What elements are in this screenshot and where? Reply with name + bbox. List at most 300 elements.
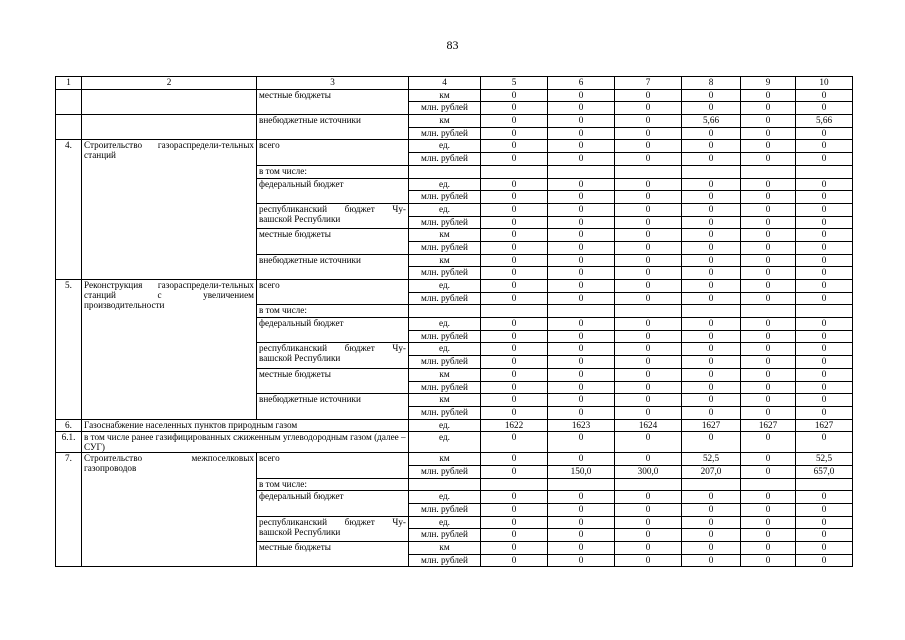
- value-cell: 0: [741, 267, 796, 280]
- column-header: 5: [481, 77, 548, 90]
- value-cell: 0: [796, 554, 853, 567]
- unit-cell: ед.: [409, 140, 481, 153]
- value-cell: 0: [548, 140, 615, 153]
- column-header: 3: [257, 77, 409, 90]
- table-row: [56, 280, 853, 293]
- value-cell: 0: [615, 318, 682, 331]
- unit-cell: ед.: [409, 280, 481, 293]
- value-cell: 0: [615, 115, 682, 128]
- value-cell: 0: [796, 89, 853, 102]
- value-cell: 0: [682, 191, 741, 204]
- funding-source: всего: [257, 280, 409, 305]
- value-cell: 0: [741, 432, 796, 453]
- value-cell: 0: [741, 89, 796, 102]
- value-cell: 0: [481, 318, 548, 331]
- value-cell: 0: [481, 432, 548, 453]
- row-name: Газоснабжение населенных пунктов природным газом: [82, 419, 409, 432]
- value-cell: 0: [481, 153, 548, 166]
- value-cell: 0: [796, 368, 853, 381]
- empty-cell: [481, 478, 548, 491]
- funding-source: внебюджетные источники: [257, 254, 409, 279]
- value-cell: 0: [481, 330, 548, 343]
- value-cell: 0: [615, 229, 682, 242]
- value-cell: 0: [741, 529, 796, 542]
- empty-cell: [682, 165, 741, 178]
- value-cell: 0: [615, 254, 682, 267]
- value-cell: 0: [682, 153, 741, 166]
- unit-cell: ед.: [409, 203, 481, 216]
- value-cell: 0: [796, 229, 853, 242]
- value-cell: 0: [481, 356, 548, 369]
- value-cell: 0: [548, 554, 615, 567]
- value-cell: 0: [796, 504, 853, 517]
- value-cell: 0: [615, 529, 682, 542]
- value-cell: 0: [481, 368, 548, 381]
- funding-source: федеральный бюджет: [257, 318, 409, 343]
- value-cell: 0: [682, 432, 741, 453]
- value-cell: 0: [548, 432, 615, 453]
- row-name: Реконструкция газораспредели-тельных станций с увеличением производительности: [82, 280, 257, 420]
- value-cell: 0: [615, 381, 682, 394]
- unit-cell: млн. рублей: [409, 216, 481, 229]
- value-cell: 0: [615, 356, 682, 369]
- empty-cell: [796, 478, 853, 491]
- value-cell: 0: [741, 516, 796, 529]
- value-cell: 0: [481, 191, 548, 204]
- value-cell: 0: [796, 542, 853, 555]
- value-cell: 0: [741, 491, 796, 504]
- unit-cell: млн. рублей: [409, 153, 481, 166]
- funding-source: федеральный бюджет: [257, 178, 409, 203]
- value-cell: 0: [481, 115, 548, 128]
- value-cell: 0: [481, 178, 548, 191]
- value-cell: 0: [741, 542, 796, 555]
- value-cell: 0: [548, 115, 615, 128]
- empty-cell: [481, 165, 548, 178]
- value-cell: 0: [481, 453, 548, 466]
- value-cell: 150,0: [548, 465, 615, 478]
- value-cell: 0: [682, 267, 741, 280]
- value-cell: 0: [615, 203, 682, 216]
- value-cell: 0: [481, 491, 548, 504]
- value-cell: 0: [741, 356, 796, 369]
- value-cell: 0: [741, 191, 796, 204]
- value-cell: 0: [548, 241, 615, 254]
- program-table: [55, 76, 853, 567]
- value-cell: 0: [548, 343, 615, 356]
- unit-cell: млн. рублей: [409, 127, 481, 140]
- row-name: Строительство газораспредели-тельных станций: [82, 140, 257, 280]
- funding-source: республиканский бюджет Чу-вашской Республики: [257, 343, 409, 368]
- value-cell: 0: [682, 178, 741, 191]
- value-cell: 0: [615, 89, 682, 102]
- empty-cell: [741, 305, 796, 318]
- value-cell: 0: [682, 356, 741, 369]
- value-cell: 0: [741, 318, 796, 331]
- unit-cell: км: [409, 115, 481, 128]
- funding-source-label: в том числе:: [257, 165, 409, 178]
- value-cell: 0: [682, 491, 741, 504]
- value-cell: 0: [796, 267, 853, 280]
- unit-cell: млн. рублей: [409, 330, 481, 343]
- unit-cell: млн. рублей: [409, 292, 481, 305]
- value-cell: 0: [741, 229, 796, 242]
- value-cell: 0: [615, 554, 682, 567]
- value-cell: 0: [741, 343, 796, 356]
- value-cell: 0: [796, 191, 853, 204]
- empty-cell: [409, 165, 481, 178]
- value-cell: 0: [682, 318, 741, 331]
- funding-source: всего: [257, 140, 409, 165]
- unit-cell: ед.: [409, 419, 481, 432]
- value-cell: 0: [741, 102, 796, 115]
- value-cell: 0: [615, 153, 682, 166]
- value-cell: 0: [615, 292, 682, 305]
- value-cell: 0: [741, 216, 796, 229]
- funding-source: местные бюджеты: [257, 229, 409, 254]
- table-body: [56, 77, 853, 567]
- value-cell: 0: [615, 542, 682, 555]
- value-cell: 0: [741, 127, 796, 140]
- value-cell: 0: [682, 229, 741, 242]
- value-cell: 0: [548, 178, 615, 191]
- value-cell: 0: [481, 102, 548, 115]
- column-header: 7: [615, 77, 682, 90]
- value-cell: 1627: [796, 419, 853, 432]
- value-cell: 0: [548, 406, 615, 419]
- unit-cell: млн. рублей: [409, 356, 481, 369]
- value-cell: 0: [682, 216, 741, 229]
- unit-cell: ед.: [409, 343, 481, 356]
- empty-cell: [741, 478, 796, 491]
- value-cell: 0: [741, 368, 796, 381]
- value-cell: 0: [548, 453, 615, 466]
- value-cell: 0: [796, 102, 853, 115]
- value-cell: 1624: [615, 419, 682, 432]
- value-cell: 0: [481, 394, 548, 407]
- unit-cell: млн. рублей: [409, 102, 481, 115]
- value-cell: 0: [796, 516, 853, 529]
- row-number: [56, 89, 82, 114]
- funding-source: внебюджетные источники: [257, 115, 409, 140]
- unit-cell: млн. рублей: [409, 406, 481, 419]
- value-cell: 1627: [682, 419, 741, 432]
- empty-cell: [409, 478, 481, 491]
- value-cell: 0: [481, 406, 548, 419]
- value-cell: 0: [548, 529, 615, 542]
- unit-cell: млн. рублей: [409, 267, 481, 280]
- table-row: [56, 140, 853, 153]
- empty-cell: [615, 478, 682, 491]
- value-cell: 0: [481, 554, 548, 567]
- value-cell: 0: [615, 241, 682, 254]
- funding-source: внебюджетные источники: [257, 394, 409, 419]
- row-number: 5.: [56, 280, 82, 420]
- value-cell: 0: [682, 381, 741, 394]
- funding-source: республиканский бюджет Чу-вашской Республики: [257, 516, 409, 541]
- value-cell: 0: [682, 292, 741, 305]
- row-name: [82, 89, 257, 114]
- value-cell: 0: [682, 89, 741, 102]
- column-header: 1: [56, 77, 82, 90]
- value-cell: 0: [682, 516, 741, 529]
- value-cell: 0: [741, 453, 796, 466]
- value-cell: 0: [682, 529, 741, 542]
- value-cell: 0: [548, 292, 615, 305]
- funding-source: федеральный бюджет: [257, 491, 409, 516]
- value-cell: 52,5: [682, 453, 741, 466]
- unit-cell: ед.: [409, 491, 481, 504]
- value-cell: 0: [796, 381, 853, 394]
- empty-cell: [481, 305, 548, 318]
- value-cell: 0: [481, 381, 548, 394]
- value-cell: 0: [615, 504, 682, 517]
- value-cell: 0: [682, 368, 741, 381]
- value-cell: 0: [741, 394, 796, 407]
- value-cell: 0: [548, 368, 615, 381]
- value-cell: 0: [741, 153, 796, 166]
- funding-source-label: в том числе:: [257, 305, 409, 318]
- unit-cell: км: [409, 542, 481, 555]
- value-cell: 0: [796, 330, 853, 343]
- empty-cell: [409, 305, 481, 318]
- value-cell: 1623: [548, 419, 615, 432]
- funding-source: местные бюджеты: [257, 542, 409, 567]
- value-cell: 0: [615, 330, 682, 343]
- value-cell: 0: [682, 203, 741, 216]
- value-cell: 0: [615, 368, 682, 381]
- value-cell: 0: [548, 102, 615, 115]
- value-cell: 0: [615, 191, 682, 204]
- value-cell: 0: [481, 529, 548, 542]
- unit-cell: млн. рублей: [409, 381, 481, 394]
- funding-source-label: в том числе:: [257, 478, 409, 491]
- value-cell: 0: [682, 140, 741, 153]
- value-cell: 0: [615, 343, 682, 356]
- value-cell: 0: [548, 89, 615, 102]
- value-cell: 0: [548, 516, 615, 529]
- empty-cell: [548, 165, 615, 178]
- value-cell: 0: [548, 504, 615, 517]
- value-cell: 0: [796, 203, 853, 216]
- value-cell: 0: [481, 216, 548, 229]
- value-cell: 0: [796, 343, 853, 356]
- value-cell: 0: [548, 394, 615, 407]
- row-number: 6.1.: [56, 432, 82, 453]
- value-cell: 0: [796, 216, 853, 229]
- table-header-row: [56, 77, 853, 90]
- value-cell: 0: [548, 267, 615, 280]
- value-cell: 0: [796, 406, 853, 419]
- unit-cell: млн. рублей: [409, 554, 481, 567]
- unit-cell: км: [409, 89, 481, 102]
- value-cell: 0: [481, 140, 548, 153]
- empty-cell: [796, 305, 853, 318]
- value-cell: 0: [548, 153, 615, 166]
- column-header: 8: [682, 77, 741, 90]
- value-cell: 0: [796, 140, 853, 153]
- unit-cell: ед.: [409, 178, 481, 191]
- column-header: 4: [409, 77, 481, 90]
- value-cell: 0: [682, 542, 741, 555]
- value-cell: 0: [481, 280, 548, 293]
- value-cell: 0: [741, 406, 796, 419]
- value-cell: 0: [548, 280, 615, 293]
- value-cell: 0: [548, 254, 615, 267]
- value-cell: 0: [741, 203, 796, 216]
- value-cell: 0: [548, 330, 615, 343]
- value-cell: 0: [615, 432, 682, 453]
- value-cell: 0: [682, 554, 741, 567]
- value-cell: 0: [481, 203, 548, 216]
- unit-cell: ед.: [409, 318, 481, 331]
- value-cell: 0: [741, 381, 796, 394]
- value-cell: 0: [548, 127, 615, 140]
- value-cell: 52,5: [796, 453, 853, 466]
- unit-cell: ед.: [409, 432, 481, 453]
- value-cell: 0: [741, 504, 796, 517]
- value-cell: 0: [796, 356, 853, 369]
- value-cell: 207,0: [682, 465, 741, 478]
- value-cell: 0: [682, 102, 741, 115]
- empty-cell: [548, 478, 615, 491]
- empty-cell: [548, 305, 615, 318]
- table-row: [56, 432, 853, 453]
- value-cell: 0: [548, 318, 615, 331]
- value-cell: 0: [682, 241, 741, 254]
- column-header: 9: [741, 77, 796, 90]
- row-name: в том числе ранее газифицированных сжиженным углеводородным газом (далее – СУГ): [82, 432, 409, 453]
- value-cell: 0: [796, 529, 853, 542]
- row-name: [82, 115, 257, 140]
- page-number: 83: [446, 38, 459, 52]
- value-cell: 0: [615, 267, 682, 280]
- empty-cell: [741, 165, 796, 178]
- value-cell: 0: [741, 465, 796, 478]
- value-cell: 0: [682, 406, 741, 419]
- value-cell: 0: [796, 432, 853, 453]
- value-cell: 0: [615, 406, 682, 419]
- value-cell: 0: [796, 491, 853, 504]
- value-cell: 0: [615, 516, 682, 529]
- value-cell: 0: [615, 178, 682, 191]
- value-cell: 0: [481, 504, 548, 517]
- value-cell: 300,0: [615, 465, 682, 478]
- value-cell: 0: [481, 89, 548, 102]
- value-cell: 0: [796, 241, 853, 254]
- value-cell: 0: [481, 542, 548, 555]
- value-cell: 0: [682, 343, 741, 356]
- value-cell: 0: [615, 491, 682, 504]
- value-cell: 0: [481, 516, 548, 529]
- value-cell: 0: [548, 216, 615, 229]
- value-cell: 0: [682, 394, 741, 407]
- unit-cell: млн. рублей: [409, 504, 481, 517]
- value-cell: 0: [615, 280, 682, 293]
- empty-cell: [682, 478, 741, 491]
- unit-cell: км: [409, 394, 481, 407]
- value-cell: 0: [548, 381, 615, 394]
- unit-cell: км: [409, 368, 481, 381]
- unit-cell: км: [409, 453, 481, 466]
- value-cell: 0: [548, 356, 615, 369]
- value-cell: 0: [796, 318, 853, 331]
- empty-cell: [682, 305, 741, 318]
- value-cell: 0: [741, 178, 796, 191]
- unit-cell: млн. рублей: [409, 191, 481, 204]
- value-cell: 0: [615, 140, 682, 153]
- value-cell: 0: [796, 254, 853, 267]
- value-cell: 0: [481, 292, 548, 305]
- value-cell: 0: [741, 140, 796, 153]
- value-cell: 0: [741, 115, 796, 128]
- value-cell: 0: [615, 216, 682, 229]
- column-header: 6: [548, 77, 615, 90]
- value-cell: 1622: [481, 419, 548, 432]
- column-header: 2: [82, 77, 257, 90]
- value-cell: 0: [741, 241, 796, 254]
- value-cell: 0: [615, 394, 682, 407]
- value-cell: 0: [481, 254, 548, 267]
- value-cell: 5,66: [682, 115, 741, 128]
- unit-cell: млн. рублей: [409, 529, 481, 542]
- table-row: [56, 89, 853, 102]
- row-number: 4.: [56, 140, 82, 280]
- value-cell: 0: [548, 229, 615, 242]
- unit-cell: млн. рублей: [409, 465, 481, 478]
- value-cell: 0: [796, 153, 853, 166]
- value-cell: 0: [796, 292, 853, 305]
- funding-source: всего: [257, 453, 409, 478]
- table-row: [56, 115, 853, 128]
- value-cell: 0: [615, 102, 682, 115]
- unit-cell: км: [409, 229, 481, 242]
- value-cell: 0: [741, 292, 796, 305]
- value-cell: 5,66: [796, 115, 853, 128]
- value-cell: 0: [741, 554, 796, 567]
- value-cell: 0: [682, 504, 741, 517]
- empty-cell: [615, 165, 682, 178]
- unit-cell: км: [409, 254, 481, 267]
- funding-source: республиканский бюджет Чу-вашской Республики: [257, 203, 409, 228]
- value-cell: 0: [741, 254, 796, 267]
- value-cell: 0: [481, 241, 548, 254]
- column-header: 10: [796, 77, 853, 90]
- value-cell: 657,0: [796, 465, 853, 478]
- funding-source: местные бюджеты: [257, 368, 409, 393]
- value-cell: 0: [481, 127, 548, 140]
- value-cell: 0: [548, 491, 615, 504]
- row-number: 6.: [56, 419, 82, 432]
- empty-cell: [615, 305, 682, 318]
- value-cell: 0: [481, 267, 548, 280]
- value-cell: 0: [796, 394, 853, 407]
- value-cell: 1627: [741, 419, 796, 432]
- funding-source: местные бюджеты: [257, 89, 409, 114]
- row-number: 7.: [56, 453, 82, 567]
- table-row: [56, 453, 853, 466]
- value-cell: 0: [481, 229, 548, 242]
- row-name: Строительство межпоселковых газопроводов: [82, 453, 257, 567]
- value-cell: 0: [548, 542, 615, 555]
- value-cell: 0: [481, 343, 548, 356]
- value-cell: 0: [615, 127, 682, 140]
- value-cell: 0: [548, 191, 615, 204]
- value-cell: 0: [682, 330, 741, 343]
- value-cell: 0: [741, 330, 796, 343]
- unit-cell: ед.: [409, 516, 481, 529]
- value-cell: 0: [548, 203, 615, 216]
